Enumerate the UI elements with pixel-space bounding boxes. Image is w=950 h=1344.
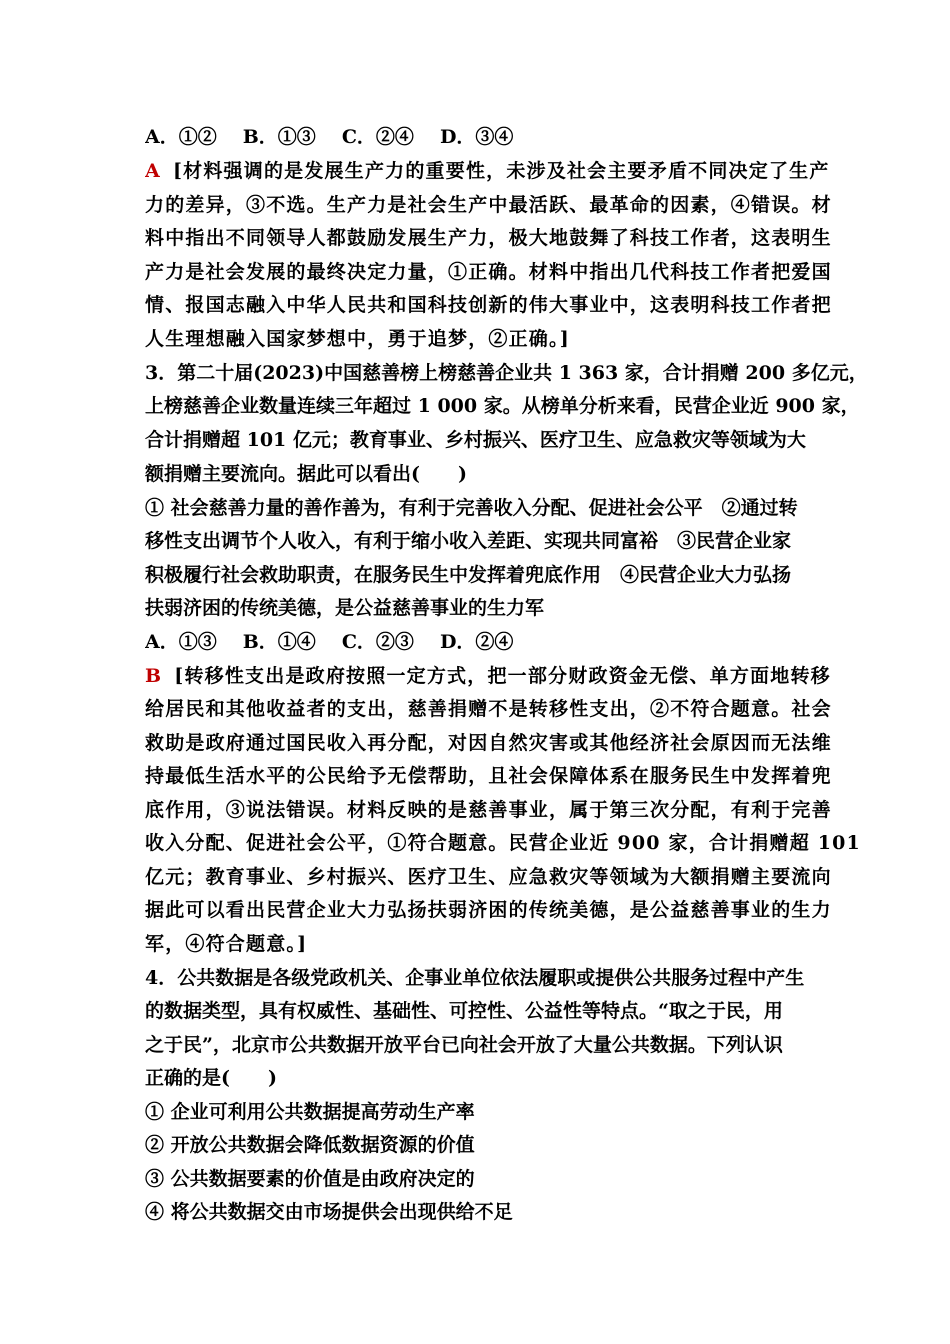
q3-explanation-line: 亿元；教育事业、乡村振兴、医疗卫生、应急救灾等领域为大额捐赠主要流向 [145,866,832,888]
q3-explanation-text: [转移性支出是政府按照一定方式，把一部分财政资金无偿、单方面地转移 [174,665,831,687]
q2-explanation-line: 料中指出不同领导人都鼓励发展生产力，极大地鼓舞了科技工作者，这表明生 [145,227,832,249]
q3-explanation-line: 收入分配、促进社会公平，①符合题意。民营企业近 900 家，合计捐赠超 101 [145,832,861,854]
q3-stem-line: 合计捐赠超 101 亿元；教育事业、乡村振兴、医疗卫生、应急救灾等领域为大 [145,429,806,451]
q3-explanation-line [145,660,831,693]
q4-statement-4: ④ 将公共数据交由市场提供会出现供给不足 [145,1201,513,1223]
q3-explanation-line: 给居民和其他收益者的支出，慈善捐赠不是转移性支出，②不符合题意。社会 [145,698,832,720]
q2-answer-letter: A [145,160,161,182]
q3-explanation-line: 据此可以看出民营企业大力弘扬扶弱济困的传统美德，是公益慈善事业的生力 [145,899,832,921]
q2-explanation-line [145,155,830,188]
q2-explanation-line: 人生理想融入国家梦想中，勇于追梦，②正确。] [145,328,570,350]
q4-stem-line: 正确的是( ) [145,1067,277,1089]
q3-statement-line: 积极履行社会救助职责，在服务民生中发挥着兜底作用 ④民营企业大力弘扬 [145,564,792,586]
q3-option-a[interactable]: A．①③ [145,631,217,653]
q3-stem-line: 额捐赠主要流向。据此可以看出( ) [145,463,467,485]
q4-stem-line: 的数据类型，具有权威性、基础性、可控性、公益性等特点。“取之于民，用 [145,1000,783,1022]
q4-statement-2: ② 开放公共数据会降低数据资源的价值 [145,1134,475,1156]
q3-statement-line: ① 社会慈善力量的善作善为，有利于完善收入分配、促进社会公平 ②通过转 [145,497,798,519]
q3-explanation-line: 军，④符合题意。] [145,933,308,955]
q2-explanation-line: 力的差异，③不选。生产力是社会生产中最活跃、最革命的因素，④错误。材 [145,194,832,216]
q2-option-c[interactable]: C．②④ [341,126,414,148]
q4-stem-line: 之于民”，北京市公共数据开放平台已向社会开放了大量公共数据。下列认识 [145,1034,783,1056]
q3-explanation-line: 救助是政府通过国民收入再分配，对因自然灾害或其他经济社会原因而无法维 [145,732,832,754]
q2-options [145,121,539,154]
q2-option-a[interactable]: A．①② [145,126,217,148]
q3-explanation-line: 持最低生活水平的公民给予无偿帮助，且社会保障体系在服务民生中发挥着兜 [145,765,832,787]
q4-statement-3: ③ 公共数据要素的价值是由政府决定的 [145,1168,475,1190]
q3-statement-line: 扶弱济困的传统美德，是公益慈善事业的生力军 [145,597,545,619]
q3-option-b[interactable]: B．①④ [242,631,316,653]
q2-explanation-line: 情、报国志融入中华人民共和国科技创新的伟大事业中，这表明科技工作者把 [145,294,832,316]
q2-option-d[interactable]: D．③④ [439,126,514,148]
q4-statement-1: ① 企业可利用公共数据提高劳动生产率 [145,1101,475,1123]
q3-option-d[interactable]: D．②④ [439,631,514,653]
q2-explanation-text: [材料强调的是发展生产力的重要性，未涉及社会主要矛盾不同决定了生产 [172,160,830,182]
q3-stem-line: 3．第二十届(2023)中国慈善榜上榜慈善企业共 1 363 家，合计捐赠 200 多亿元， [145,362,868,384]
q3-stem-line: 上榜慈善企业数量连续三年超过 1 000 家。从榜单分析来看，民营企业近 900 家， [145,395,860,417]
q2-option-b[interactable]: B．①③ [242,126,316,148]
q3-answer-letter: B [145,665,163,687]
q3-explanation-line: 底作用，③说法错误。材料反映的是慈善事业，属于第三次分配，有利于完善 [145,799,832,821]
q3-option-c[interactable]: C．②③ [341,631,414,653]
q2-explanation-line: 产力是社会发展的最终决定力量，①正确。材料中指出几代科技工作者把爱国 [145,261,832,283]
q3-options [145,626,539,659]
q3-statement-line: 移性支出调节个人收入，有利于缩小收入差距、实现共同富裕 ③民营企业家 [145,530,792,552]
q4-stem-line: 4．公共数据是各级党政机关、企事业单位依法履职或提供公共服务过程中产生 [145,967,805,989]
